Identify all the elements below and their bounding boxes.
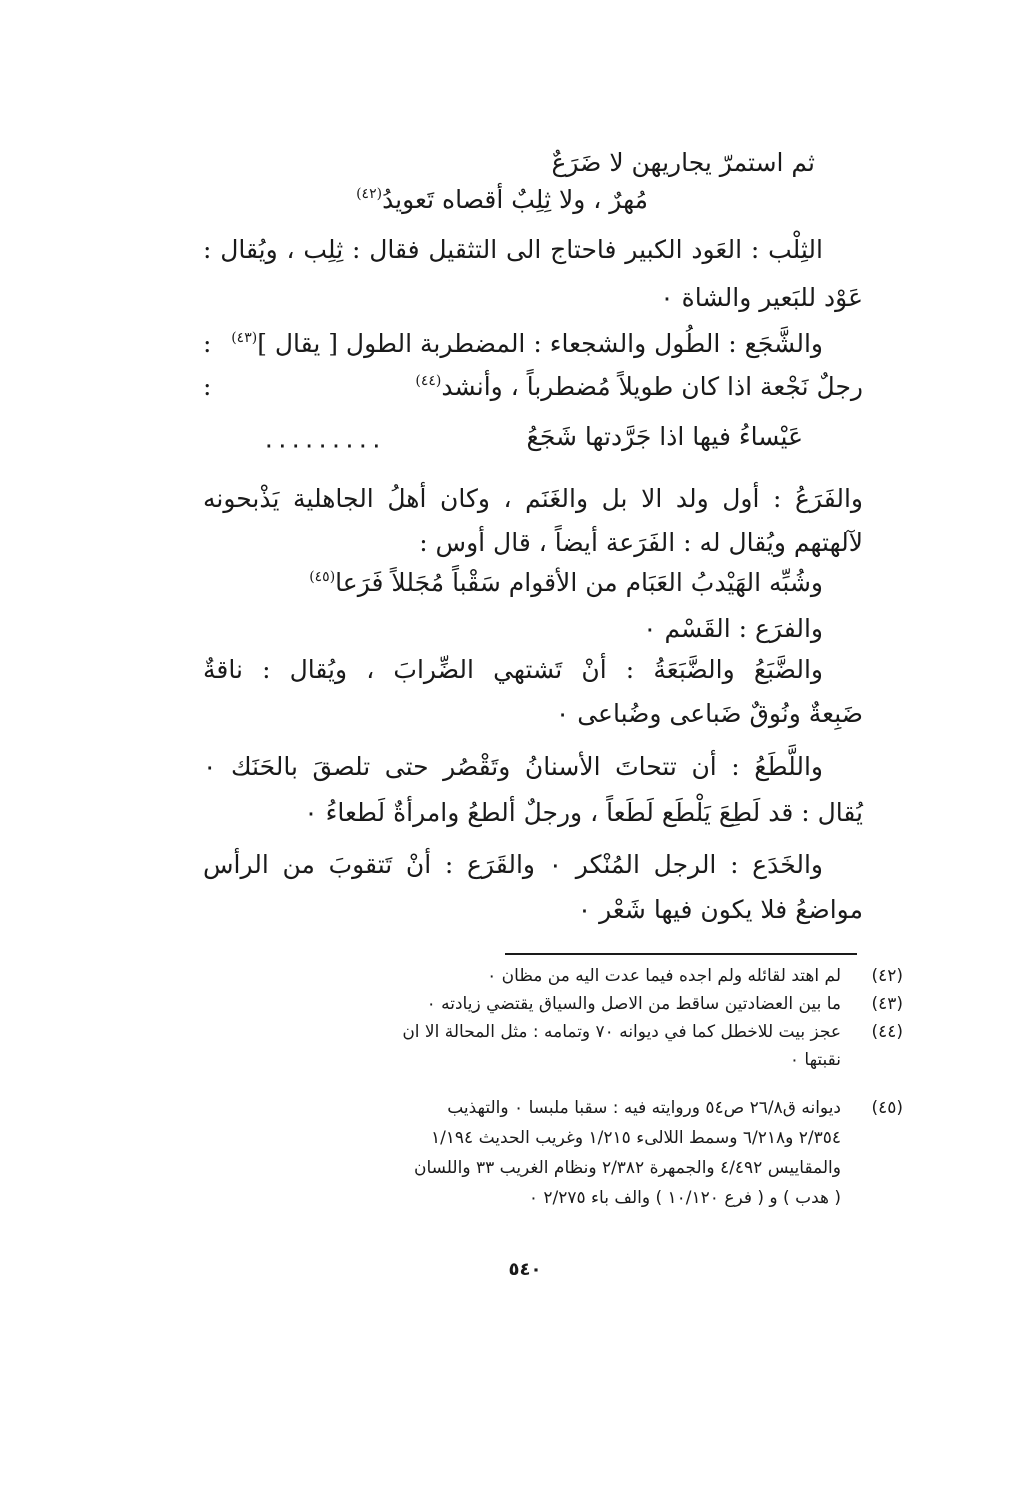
paragraph-khadaa-line-1: والخَدَع : الرجل المُنْكر ٠ والقَرَع : أنْ تَتقوبَ من الرأس (203, 850, 823, 879)
footnote-text: لم اهتد لقائله ولم اجده فيما عدت اليه من مظان ٠ (487, 966, 841, 986)
footnote-text: عجز بيت للاخطل كما في ديوانه ٧٠ وتمامه : مثل المحالة الا ان (402, 1022, 841, 1042)
footnote-number: (٤٤) (871, 1022, 903, 1042)
paragraph-shajaa-line-2: رجلٌ نَجْعة اذا كان طويلاً مُضطرباً ، وأنشد$^{(٤٤)}$ : (203, 372, 863, 401)
verse-1-second-hemistich: مُهرٌ ، ولا ثِلِبٌ أقصاه تَعويدُ$^{(٤٢)}$ (356, 185, 648, 214)
paragraph-thilb-line-2: عَوْد للبَعير والشاة ٠ (660, 283, 863, 312)
footnote-text: ديوانه ق٢٦/٨ ص٥٤ وروايته فيه : سقبا ملبسا ٠ والتهذيب (447, 1098, 841, 1118)
paragraph-dabaa-line-1: والضَّبَعُ والضَّبَعَةُ : أنْ تَشتهي الضِّرابَ ، ويُقال : ناقةٌ (203, 655, 823, 684)
footnote-text: ما بين العضادتين ساقط من الاصل والسياق يقتضي زيادته ٠ (426, 994, 841, 1014)
paragraph-faraa-line-1: والفَرَعُ : أول ولد الا بل والغَنَم ، وكان أهلُ الجاهلية يَذْبحونه (203, 484, 863, 513)
paragraph-khadaa-line-2: مواضعُ فلا يكون فيها شَعْر ٠ (577, 895, 863, 924)
footnote-text: ( هدب ) و ( فرع ١٠/١٢٠ ) والف باء ٢/٢٧٥ ٠ (528, 1188, 841, 1208)
footnote-text: ٢/٣٥٤ و٦/٢١٨ وسمط اللالىء ١/٢١٥ وغريب الحديث ١/١٩٤ (430, 1128, 841, 1148)
paragraph-lata-line-1: واللَّطَعُ : أن تتحاتَ الأسنانُ وتَقْصُر حتى تلصقَ بالحَنَك ٠ (203, 752, 823, 781)
verse-1-first-hemistich: ثم استمرّ يجاريهن لا ضَرَعٌ (551, 148, 815, 177)
footnote-number: (٤٢) (871, 966, 903, 986)
footnote-text: والمقاييس ٤/٤٩٢ والجمهرة ٢/٣٨٢ ونظام الغريب ٣٣ واللسان (413, 1158, 841, 1178)
footnote-ref-44: (٤٤) (415, 373, 442, 389)
paragraph-faraa-line-2: لآلهتهم ويُقال له : الفَرَعة أيضاً ، قال أوس : (419, 528, 863, 557)
page-number: ٥٤٠ (508, 1259, 542, 1280)
footnote-ref-45: (٤٥) (309, 569, 336, 585)
footnote-number: (٤٥) (871, 1098, 903, 1118)
verse-2-hemistich: عَيْساءُ فيها اذا جَرَّدتها شَجَعُ (526, 422, 803, 451)
footnote-number: (٤٣) (871, 994, 903, 1014)
footnote-ref-43: (٤٣) (231, 330, 258, 346)
footnote-text: نقبتها ٠ (789, 1050, 841, 1070)
paragraph-dabaa-line-2: ضَبِعةٌ ونُوقٌ ضَباعى وضُباعى ٠ (555, 699, 863, 728)
paragraph-faraa-line-3: والفرَع : القَسْم ٠ (643, 614, 823, 643)
verse-2-ellipsis: ٠٠٠٠٠٠٠٠٠ (262, 430, 383, 459)
verse-3: وشُبِّه الهَيْدبُ العَبَام من الأقوام سَقْباً مُجَللاً فَرَعا$^{(٤٥)}$ (309, 568, 823, 597)
paragraph-shajaa-line-1: والشَّجَع : الطُول والشجعاء : المضطربة الطول [ يقال ]$^{(٤٣)}$ : (203, 329, 823, 358)
paragraph-lata-line-2: يُقال : قد لَطِعَ يَلْطَع لَطَعاً ، ورجلٌ ألطعُ وامرأةٌ لَطعاءُ ٠ (304, 798, 863, 827)
footnote-ref-42: (٤٢) (356, 186, 383, 202)
footnote-separator (505, 953, 857, 955)
paragraph-thilb-line-1: الثِلْب : العَود الكبير فاحتاج الى التثقيل فقال : ثِلِب ، ويُقال : (203, 235, 823, 264)
